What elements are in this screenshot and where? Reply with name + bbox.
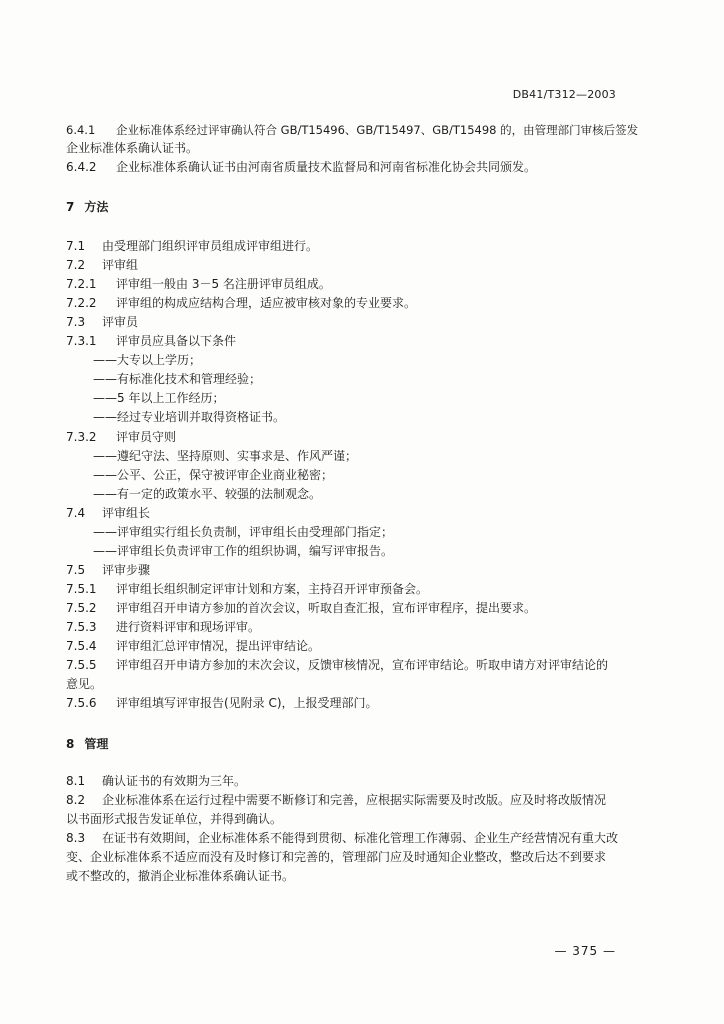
clause-number: 7.2.1 bbox=[66, 277, 97, 291]
clause-number: 8.1 bbox=[66, 774, 86, 788]
clause-7-5 bbox=[66, 561, 640, 579]
clause-7-1 bbox=[66, 237, 640, 255]
clause-text: 变、企业标准体系不适应而没有及时修订和完善的，管理部门应及时通知企业整改，整改后达不到要求 bbox=[66, 850, 607, 864]
clause-text: 评审员 bbox=[102, 315, 139, 329]
clause-text: 以书面形式报告发证单位，并得到确认。 bbox=[66, 812, 283, 826]
clause-text: 评审组填写评审报告(见附录 C)，上报受理部门。 bbox=[116, 696, 378, 710]
clause-8-3-cont bbox=[66, 848, 640, 866]
clause-number: 7.5.1 bbox=[66, 582, 97, 596]
section-title: 管理 bbox=[84, 737, 109, 751]
clause-7-2-1 bbox=[66, 275, 640, 293]
clause-7-3-1 bbox=[66, 332, 640, 350]
clause-6-4-2 bbox=[66, 158, 640, 176]
clause-text: 在证书有效期间，企业标准体系不能得到贯彻、标准化管理工作薄弱、企业生产经营情况有重大改 bbox=[102, 831, 619, 845]
clause-number: 7.5.4 bbox=[66, 639, 97, 653]
clause-number: 7.5.2 bbox=[66, 601, 97, 615]
list-item: ——评审组实行组长负责制，评审组长由受理部门指定； bbox=[93, 525, 394, 539]
clause-number: 7.2.2 bbox=[66, 296, 97, 310]
clause-7-5-2 bbox=[66, 599, 640, 617]
clause-number: 7.2 bbox=[66, 258, 86, 272]
page-number: — 375 — bbox=[554, 944, 616, 958]
clause-number: 7.5.5 bbox=[66, 658, 97, 672]
clause-text: 由受理部门组织评审员组成评审组进行。 bbox=[102, 239, 319, 253]
clause-7-3 bbox=[66, 313, 640, 331]
clause-6-4-1 bbox=[66, 121, 640, 139]
clause-number: 7.1 bbox=[66, 239, 86, 253]
clause-text: 评审组长组织制定评审计划和方案，主持召开评审预备会。 bbox=[116, 582, 429, 596]
clause-8-2-cont bbox=[66, 810, 640, 828]
clause-number: 8.3 bbox=[66, 831, 86, 845]
clause-7-5-5 bbox=[66, 656, 640, 674]
section-8-heading bbox=[66, 735, 640, 753]
clause-text: 评审组召开申请方参加的末次会议，反馈审核情况，宣布评审结论。听取申请方对评审结论的 bbox=[116, 658, 609, 672]
clause-text: 评审组一般由 3－5 名注册评审员组成。 bbox=[116, 277, 331, 291]
clause-number: 7.4 bbox=[66, 506, 86, 520]
clause-8-3-cont-2 bbox=[66, 867, 640, 885]
clause-text: 评审员应具备以下条件 bbox=[116, 334, 237, 348]
clause-number: 7.5.6 bbox=[66, 696, 97, 710]
clause-text: 或不整改的，撤消企业标准体系确认证书。 bbox=[66, 869, 295, 883]
clause-text: 进行资料评审和现场评审。 bbox=[116, 620, 261, 634]
section-number: 7 bbox=[66, 200, 75, 214]
section-7-heading bbox=[66, 198, 640, 216]
clause-text: 企业标准体系经过评审确认符合 GB/T15496、GB/T15497、GB/T15498 的，由管理部门审核后签发 bbox=[116, 123, 639, 137]
list-item: ——有一定的政策水平、较强的法制观念。 bbox=[93, 487, 322, 501]
clause-text: 评审组汇总评审情况，提出评审结论。 bbox=[116, 639, 321, 653]
clause-number: 7.5.3 bbox=[66, 620, 97, 634]
clause-7-5-4 bbox=[66, 637, 640, 655]
clause-text: 评审组长 bbox=[102, 506, 151, 520]
clause-7-2-2 bbox=[66, 294, 640, 312]
list-item: ——有标准化技术和管理经验； bbox=[93, 372, 262, 386]
clause-7-4 bbox=[66, 504, 640, 522]
list-item: ——5 年以上工作经历； bbox=[93, 391, 225, 405]
clause-number: 6.4.2 bbox=[66, 160, 97, 174]
clause-7-2 bbox=[66, 256, 640, 274]
clause-8-3 bbox=[66, 829, 640, 847]
clause-7-3-2 bbox=[66, 428, 640, 446]
clause-number: 7.5 bbox=[66, 563, 86, 577]
list-item: ——大专以上学历； bbox=[93, 353, 202, 367]
clause-text: 评审步骤 bbox=[102, 563, 151, 577]
section-title: 方法 bbox=[84, 200, 109, 214]
clause-text: 评审组的构成应结构合理，适应被审核对象的专业要求。 bbox=[116, 296, 417, 310]
clause-text: 企业标准体系确认证书由河南省质量技术监督局和河南省标准化协会共同颁发。 bbox=[116, 160, 537, 174]
clause-text: 意见。 bbox=[66, 677, 103, 691]
clause-text: 企业标准体系在运行过程中需要不断修订和完善，应根据实际需要及时改版。应及时将改版情况 bbox=[102, 793, 607, 807]
section-number: 8 bbox=[66, 737, 75, 751]
list-item: ——评审组长负责评审工作的组织协调，编写评审报告。 bbox=[93, 544, 394, 558]
clause-number: 7.3 bbox=[66, 315, 86, 329]
clause-text: 评审组召开申请方参加的首次会议，听取自查汇报，宣布评审程序，提出要求。 bbox=[116, 601, 537, 615]
clause-8-2 bbox=[66, 791, 640, 809]
clause-number: 8.2 bbox=[66, 793, 86, 807]
list-item: ——经过专业培训并取得资格证书。 bbox=[93, 410, 286, 424]
document-code: DB41/T312—2003 bbox=[512, 88, 616, 101]
clause-text: 评审员守则 bbox=[116, 430, 177, 444]
clause-number: 6.4.1 bbox=[66, 123, 96, 137]
list-item: ——遵纪守法、坚持原则、实事求是、作风严谨； bbox=[93, 449, 358, 463]
clause-7-5-5-cont bbox=[66, 675, 640, 693]
clause-number: 7.3.1 bbox=[66, 334, 97, 348]
clause-7-5-3 bbox=[66, 618, 640, 636]
clause-7-5-6 bbox=[66, 694, 640, 712]
clause-8-1 bbox=[66, 772, 640, 790]
clause-number: 7.3.2 bbox=[66, 430, 97, 444]
clause-text: 评审组 bbox=[102, 258, 139, 272]
clause-6-4-1-cont bbox=[66, 139, 640, 157]
list-item: ——公平、公正，保守被评审企业商业秘密； bbox=[93, 468, 334, 482]
clause-text: 确认证书的有效期为三年。 bbox=[102, 774, 247, 788]
clause-text: 企业标准体系确认证书。 bbox=[66, 141, 199, 155]
clause-7-5-1 bbox=[66, 580, 640, 598]
